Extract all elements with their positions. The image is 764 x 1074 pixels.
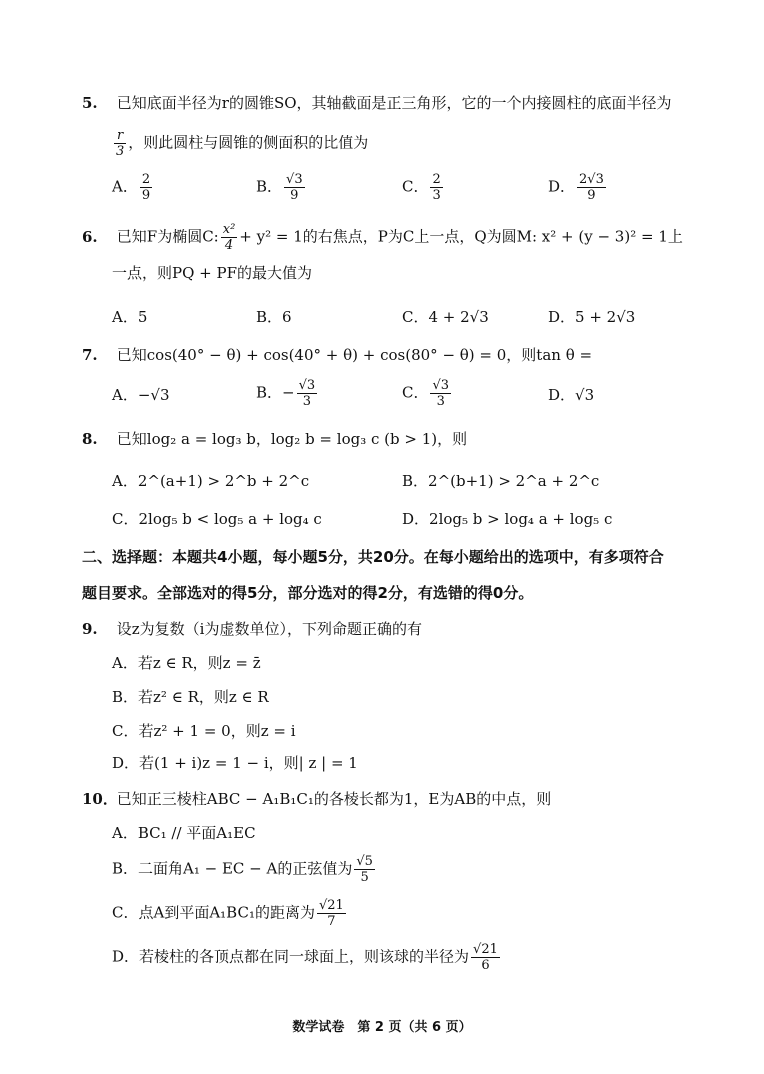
option-d: D．√3 [548, 386, 595, 404]
question-5 [82, 92, 672, 113]
question-9 [82, 618, 422, 639]
option-a: A． $\frac{2}{9}$ [112, 172, 151, 203]
question-text: 已知底面半径为r的圆锥SO，其轴截面是正三角形，它的一个内接圆柱的底面半径为 [116, 94, 672, 112]
question-number: 9. [82, 620, 98, 638]
option-c: C．2log₅ b < log₅ a + log₄ c [112, 510, 322, 528]
question-7 [82, 344, 592, 365]
fraction: $\frac{\text{x²}}{4}$ [222, 222, 236, 253]
section-heading-line1: 二、选择题：本题共4小题，每小题5分，共20分。在每小题给出的选项中，有多项符合 [82, 548, 664, 566]
question-number: 6. [82, 227, 98, 246]
question-text: 设z为复数（i为虚数单位），下列命题正确的有 [116, 620, 422, 638]
option-d: D． $\frac{2√3}{9}$ [548, 172, 604, 203]
option-b: B．若z² ∈ R，则z ∈ R [112, 688, 269, 706]
option-c: C． $\frac{√3}{3}$ [402, 378, 450, 409]
question-5-line2: $\frac{r}{3}$ ，则此圆柱与圆锥的侧面积的比值为 [116, 128, 369, 159]
option-d: D．若棱柱的各顶点都在同一球面上，则该球的半径为 $\frac{√21}{6}$ [112, 942, 498, 973]
question-number: 10． [82, 790, 118, 808]
option-b: B．2^(b+1) > 2^a + 2^c [402, 472, 600, 490]
section-heading-line2: 题目要求。全部选对的得5分，部分选对的得2分，有选错的得0分。 [82, 584, 534, 602]
option-c: C． $\frac{2}{3}$ [402, 172, 441, 203]
question-number: 7. [82, 346, 98, 364]
question-text: 已知正三棱柱ABC − A₁B₁C₁的各棱长都为1，E为AB的中点，则 [116, 790, 552, 808]
question-number: 8. [82, 430, 98, 448]
option-a: A．BC₁ // 平面A₁EC [112, 824, 256, 842]
page-footer: 数学试卷 第 2 页（共 6 页） [292, 1020, 472, 1035]
option-a: A．2^(a+1) > 2^b + 2^c [112, 472, 310, 490]
option-c: C．点A到平面A₁BC₁的距离为 $\frac{√21}{7}$ [112, 898, 344, 929]
question-6-line2: 一点，则PQ + PF的最大值为 [112, 264, 312, 282]
option-a: A．若z ∈ R，则z = z̄ [112, 654, 261, 672]
option-d: D．2log₅ b > log₄ a + log₅ c [402, 510, 613, 528]
option-a: A．5 [112, 308, 148, 326]
option-c: C．4 + 2√3 [402, 308, 489, 326]
fraction: $\frac{r}{3}$ [116, 128, 125, 159]
option-d: D．若(1 + i)z = 1 − i，则| z | = 1 [112, 754, 358, 772]
option-b: B． $\frac{√3}{9}$ [256, 172, 303, 203]
question-text: 已知cos(40° − θ) + cos(40° + θ) + cos(80° − θ) = 0，则tan θ = [116, 346, 593, 364]
question-10 [82, 788, 551, 809]
option-b: B．− $\frac{√3}{3}$ [256, 378, 316, 409]
question-number: 5. [82, 94, 98, 112]
option-c: C．若z² + 1 = 0，则z = i [112, 722, 296, 740]
question-6: 6. 已知F为椭圆C: $\frac{\text{x²}}{4}$ + y² = 1的右焦点，P为C上一点，Q为圆M: x² + (y − 3)² = 1上 [82, 222, 683, 253]
option-b: B．6 [256, 308, 292, 326]
option-a: A．−√3 [112, 386, 170, 404]
option-d: D．5 + 2√3 [548, 308, 636, 326]
question-8 [82, 428, 467, 449]
question-text: 已知log₂ a = log₃ b，log₂ b = log₃ c (b > 1)，则 [116, 430, 468, 448]
option-b: B．二面角A₁ − EC − A的正弦值为 $\frac{√5}{5}$ [112, 854, 373, 885]
